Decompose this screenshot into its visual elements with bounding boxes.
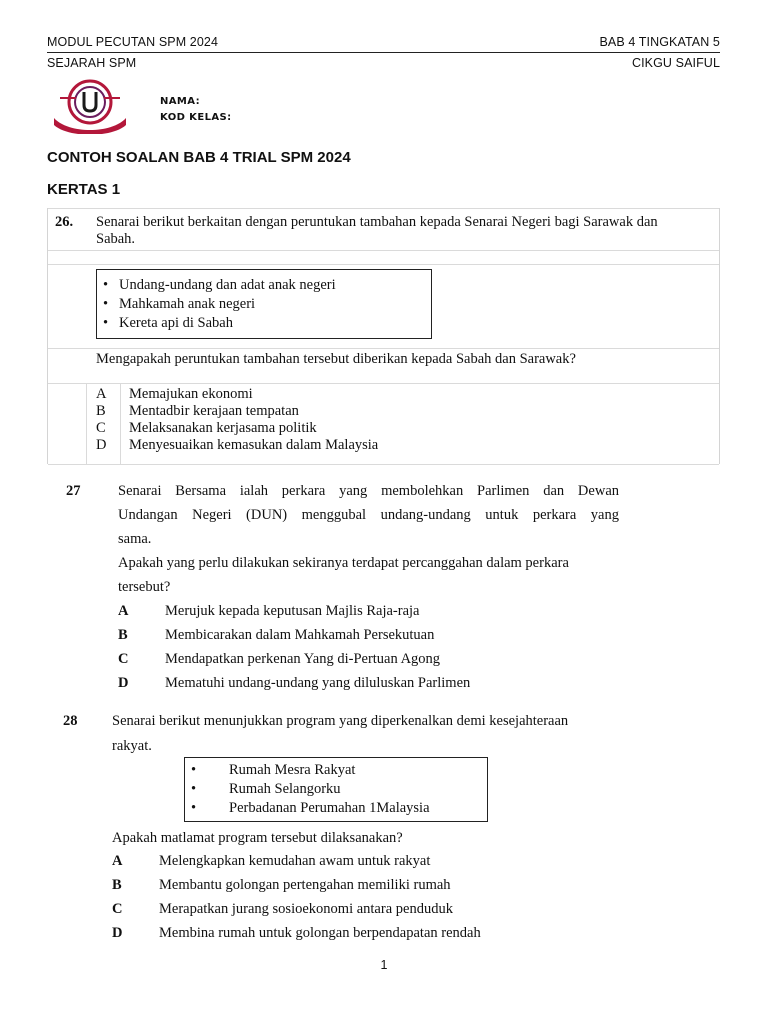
option-letter: A — [112, 853, 123, 869]
page-title: CONTOH SOALAN BAB 4 TRIAL SPM 2024 — [47, 149, 351, 166]
option-letter: D — [118, 675, 129, 691]
page-number: 1 — [380, 958, 388, 972]
question-28-stem-line1: Senarai berikut menunjukkan program yang diperkenalkan demi kesejahteraan — [112, 713, 569, 729]
question-28-number: 28 — [63, 713, 78, 729]
question-26-question: Mengapakah peruntukan tambahan tersebut diberikan kepada Sabah dan Sarawak? — [96, 351, 576, 367]
option-text: Menyesuaikan kemasukan dalam Malaysia — [129, 437, 379, 453]
option-letter: C — [118, 651, 129, 667]
question-27-number: 27 — [66, 483, 81, 499]
option-text: Membina rumah untuk golongan berpendapatan rendah — [159, 925, 481, 941]
option-letter: A — [118, 603, 129, 619]
option-letter: A — [96, 386, 107, 402]
school-logo-block — [50, 78, 158, 134]
option-text: Membicarakan dalam Mahkamah Persekutuan — [165, 627, 435, 643]
option-text: Merujuk kepada keputusan Majlis Raja-raja — [165, 603, 420, 619]
option-text: Memajukan ekonomi — [129, 386, 253, 402]
question-28-stem-line2: rakyat. — [112, 738, 152, 754]
question-26-stem-line2: Sabah. — [96, 231, 136, 247]
option-letter: D — [112, 925, 123, 941]
question-28-question: Apakah matlamat program tersebut dilaksanakan? — [112, 830, 403, 846]
question-27-stem-line2: Undangan Negeri (DUN) menggubal undang-undang untuk perkara yang — [118, 507, 619, 523]
question-26-stem-line1: Senarai berikut berkaitan dengan peruntukan tambahan kepada Senarai Negeri bagi Sarawak dan — [96, 214, 658, 230]
class-code-label: KOD KELAS: — [160, 112, 232, 123]
list-item: • Rumah Mesra Rakyat — [185, 761, 487, 780]
option-letter: B — [118, 627, 128, 643]
option-text: Mendapatkan perkenan Yang di-Pertuan Agong — [165, 651, 441, 667]
list-item: • Kereta api di Sabah — [97, 314, 431, 333]
question-27-question-line2: tersebut? — [118, 579, 171, 595]
question-26-number: 26. — [55, 214, 74, 230]
header-chapter: BAB 4 TINGKATAN 5 — [599, 35, 720, 49]
question-26-list-box — [96, 269, 432, 339]
question-28-list-box — [184, 757, 488, 822]
option-text: Melengkapkan kemudahan awam untuk rakyat — [159, 853, 431, 869]
header-subject: SEJARAH SPM — [47, 56, 137, 70]
question-27-stem-line3: sama. — [118, 531, 152, 547]
option-text: Mematuhi undang-undang yang diluluskan Parlimen — [165, 675, 471, 691]
option-text: Merapatkan jurang sosioekonomi antara penduduk — [159, 901, 453, 917]
paper-label: KERTAS 1 — [47, 181, 121, 198]
list-item: • Undang-undang dan adat anak negeri — [97, 276, 431, 295]
question-27-stem-line1: Senarai Bersama ialah perkara yang membolehkan Parlimen dan Dewan — [118, 483, 619, 499]
option-text: Membantu golongan pertengahan memiliki rumah — [159, 877, 451, 893]
header-module-title: MODUL PECUTAN SPM 2024 — [47, 35, 218, 49]
question-26-table — [47, 208, 720, 464]
option-letter: D — [96, 437, 107, 453]
option-letter: B — [96, 403, 106, 419]
question-27-question-line1: Apakah yang perlu dilakukan sekiranya terdapat percanggahan dalam perkara — [118, 555, 569, 571]
list-item: • Rumah Selangorku — [185, 780, 487, 799]
header-divider — [47, 52, 720, 53]
option-letter: B — [112, 877, 122, 893]
option-text: Mentadbir kerajaan tempatan — [129, 403, 299, 419]
list-item: • Mahkamah anak negeri — [97, 295, 431, 314]
list-item: • Perbadanan Perumahan 1Malaysia — [185, 799, 487, 818]
option-text: Melaksanakan kerjasama politik — [129, 420, 317, 436]
school-emblem-icon — [50, 78, 130, 134]
option-letter: C — [112, 901, 123, 917]
option-letter: C — [96, 420, 106, 436]
name-label: NAMA: — [160, 96, 200, 107]
header-teacher: CIKGU SAIFUL — [631, 56, 720, 70]
